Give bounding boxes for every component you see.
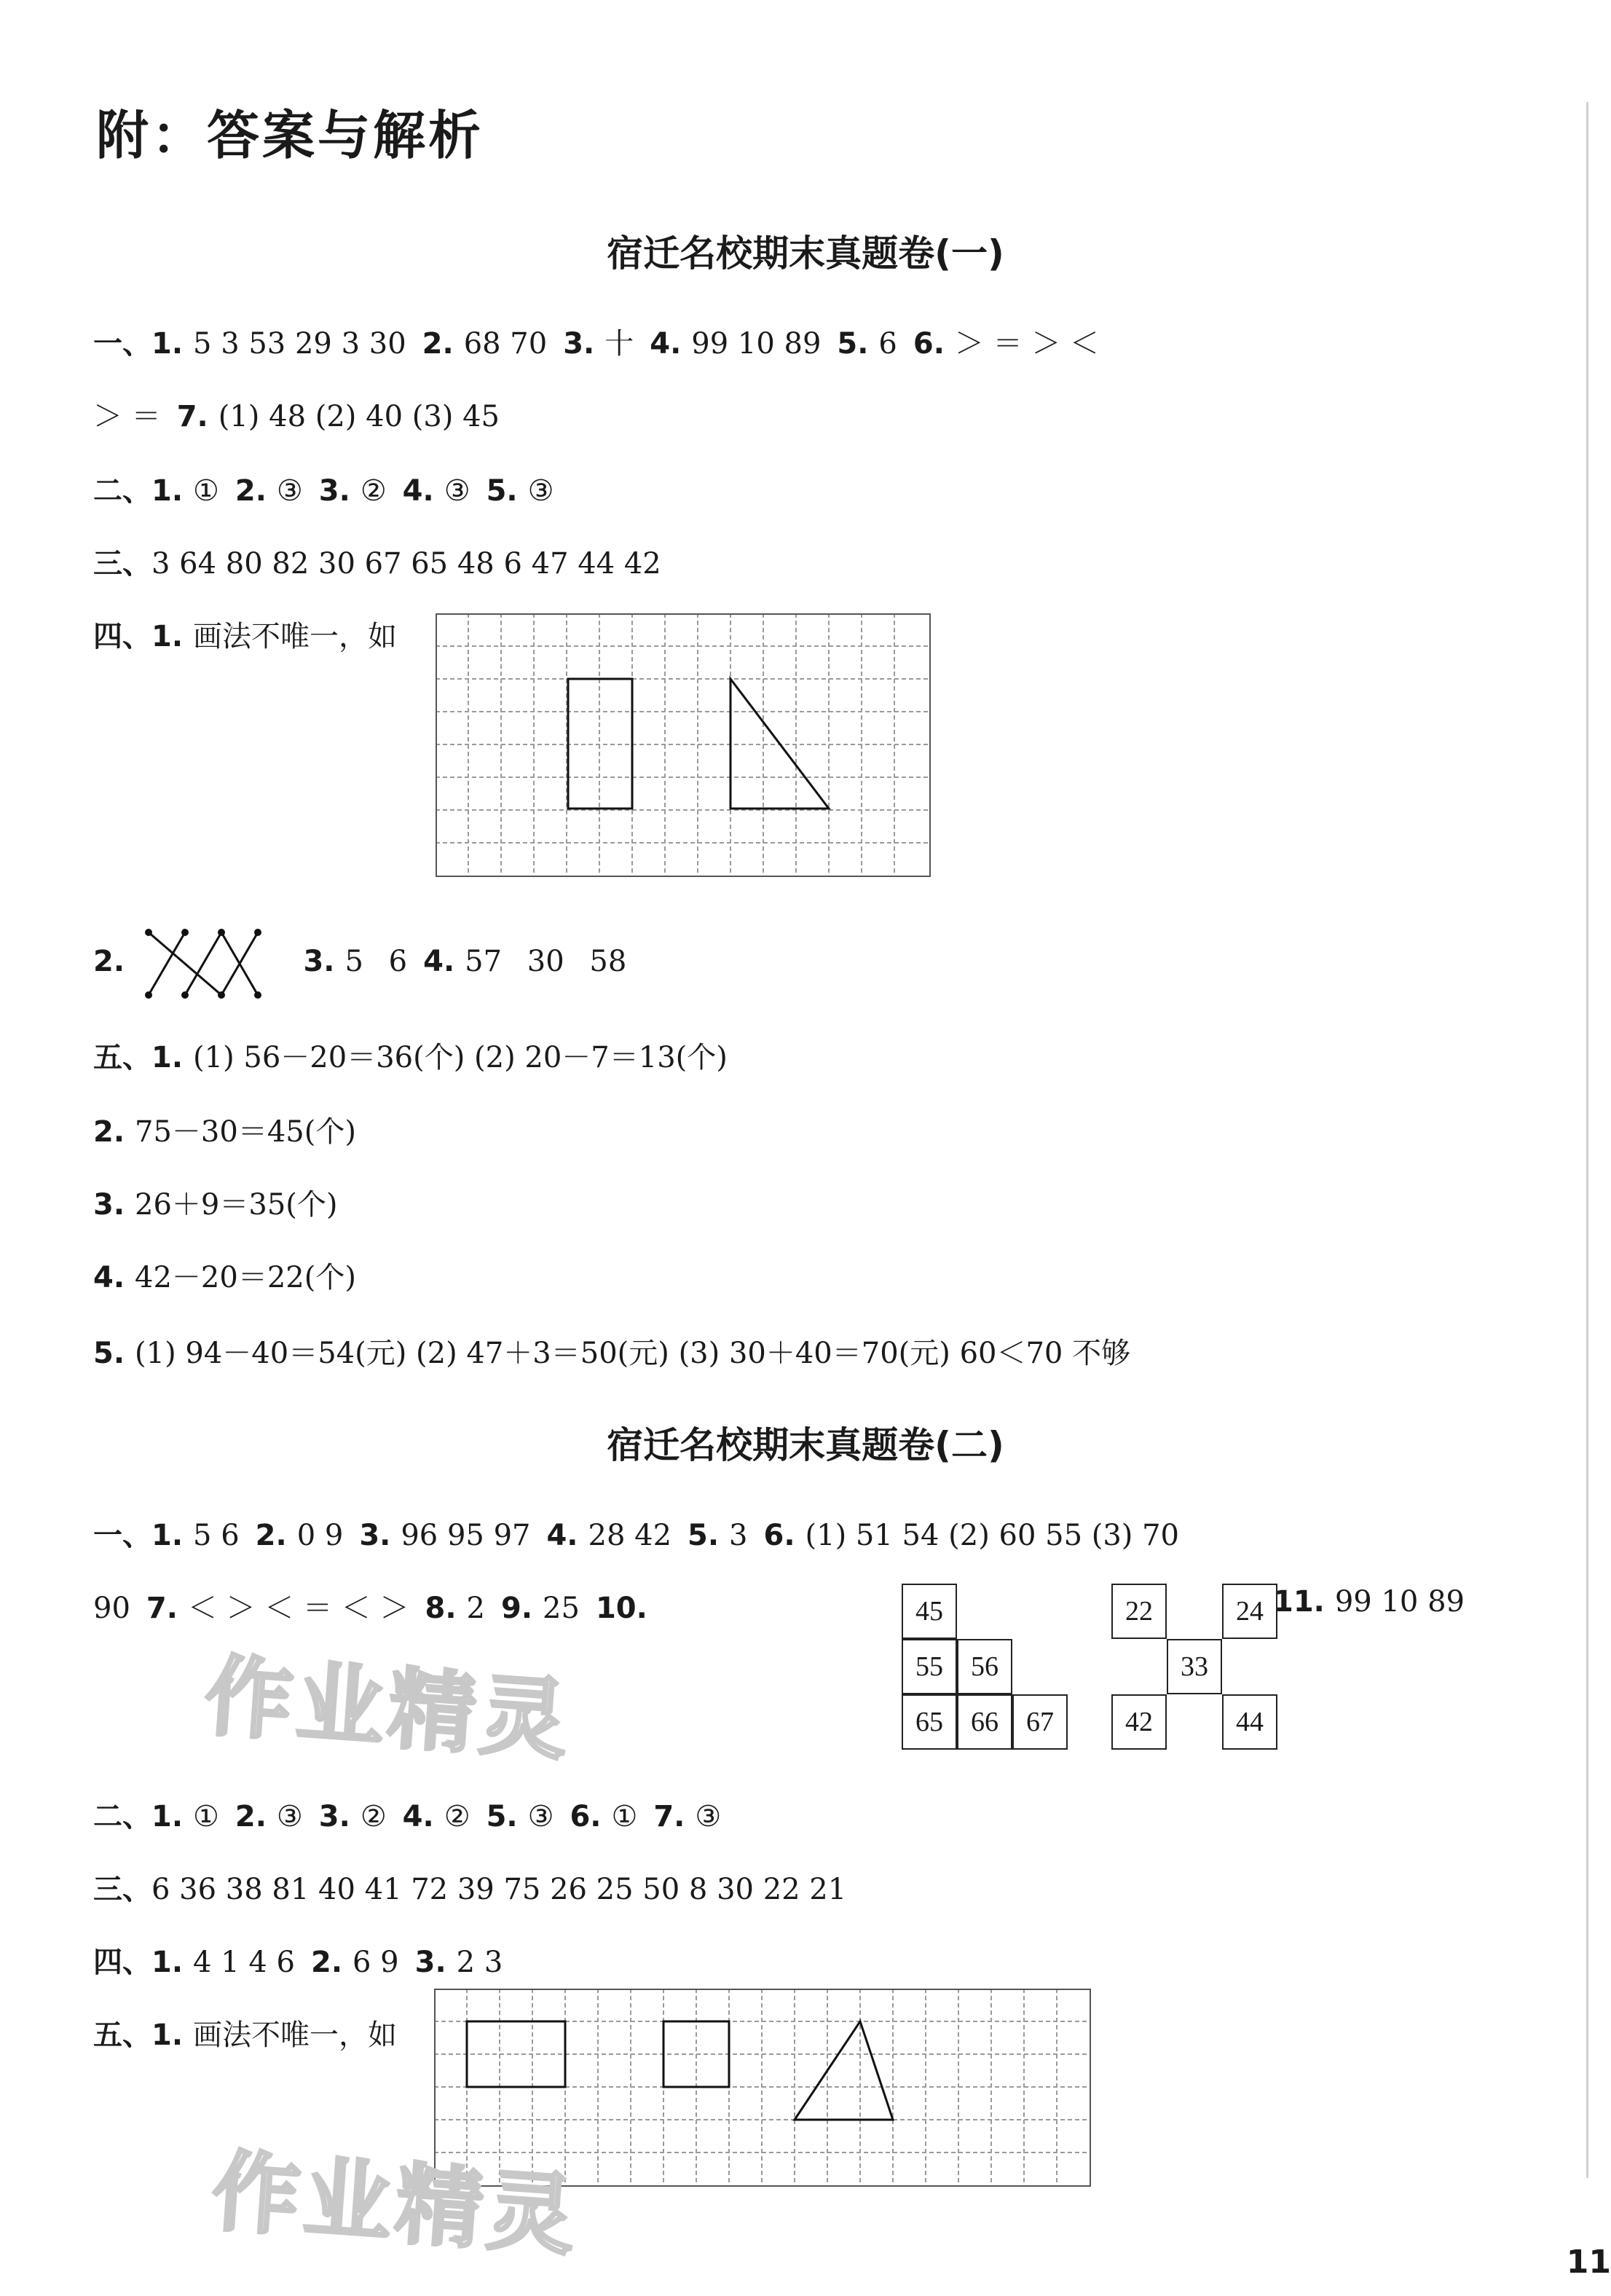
item-number: 9. bbox=[501, 1592, 533, 1625]
item-number: 5. bbox=[486, 474, 518, 508]
p1-s1-line2 bbox=[93, 393, 516, 435]
answer: 3 64 80 82 30 67 65 48 6 47 44 42 bbox=[151, 547, 661, 581]
p1-s5-item3 bbox=[93, 1182, 354, 1223]
item-number: 2. bbox=[235, 1800, 267, 1833]
grid-cell: 45 bbox=[902, 1584, 957, 1639]
p1-s5-item5 bbox=[93, 1330, 1146, 1372]
item-number: 3. bbox=[563, 327, 595, 361]
matching-lines-figure bbox=[141, 924, 287, 1004]
item-number: 11. bbox=[1273, 1585, 1325, 1619]
p2-s1-item11 bbox=[1273, 1585, 1481, 1619]
p1-s4 bbox=[93, 613, 413, 655]
item-number: 2. bbox=[422, 327, 454, 361]
grid-cell: 65 bbox=[902, 1694, 957, 1750]
answer: 2 3 bbox=[456, 1946, 503, 1979]
answer: ③ bbox=[527, 1800, 554, 1833]
answer: (1) 51 54 (2) 60 55 (3) 70 bbox=[805, 1519, 1180, 1552]
answer: 68 70 bbox=[463, 327, 548, 361]
answer: 2 bbox=[466, 1592, 485, 1625]
item-number: 四、1. bbox=[93, 620, 184, 653]
paper1-title: 宿迁名校期末真题卷(一) bbox=[607, 232, 1004, 275]
item-number: 四、1. bbox=[93, 1946, 184, 1979]
p1-s1-line1 bbox=[93, 321, 1115, 362]
item-number: 6. bbox=[913, 327, 945, 361]
watermark: 作业精灵 bbox=[209, 2141, 583, 2268]
answer: ③ bbox=[276, 474, 303, 508]
item-number: 3. bbox=[318, 474, 350, 508]
answer: ③ bbox=[695, 1800, 722, 1833]
item-number: 3. bbox=[414, 1946, 446, 1979]
item-number: 4. bbox=[93, 1261, 125, 1294]
item-number: 8. bbox=[425, 1592, 457, 1625]
answer: 6 9 bbox=[352, 1946, 399, 1979]
grid-cell: 67 bbox=[1012, 1694, 1068, 1750]
grid-cell: 56 bbox=[957, 1639, 1012, 1694]
answer: 25 bbox=[543, 1592, 580, 1625]
answer: 28 42 bbox=[588, 1519, 672, 1552]
item-number: 2. bbox=[93, 1115, 125, 1149]
answer: ＞ ＝ ＞ ＜ bbox=[954, 327, 1100, 361]
p2-s3 bbox=[93, 1866, 846, 1908]
grid-cell: 33 bbox=[1167, 1639, 1222, 1694]
answer: 96 95 97 bbox=[401, 1519, 531, 1552]
item-number: 4. bbox=[402, 474, 434, 508]
watermark: 作业精灵 bbox=[202, 1646, 575, 1773]
answer: ＜ ＞ ＜ ＝ ＜ ＞ bbox=[187, 1592, 409, 1625]
p2-s4 bbox=[93, 1939, 519, 1981]
item-number: 二、1. bbox=[93, 1800, 184, 1833]
item-number: 4. bbox=[546, 1519, 578, 1552]
answer: (1) 48 (2) 40 (3) 45 bbox=[218, 400, 500, 433]
p2-s2 bbox=[93, 1793, 737, 1835]
p1-s4-line2 bbox=[93, 924, 642, 1004]
p2-s1-line2 bbox=[93, 1585, 647, 1627]
grid-cell: 44 bbox=[1222, 1694, 1277, 1750]
answer: 99 10 89 bbox=[1334, 1585, 1465, 1619]
answer: ① bbox=[193, 1800, 219, 1833]
p2-s1-line1 bbox=[93, 1512, 1195, 1554]
item-number: 4. bbox=[423, 945, 455, 978]
paper2-title: 宿迁名校期末真题卷(二) bbox=[607, 1424, 1004, 1466]
grid-cell: 22 bbox=[1111, 1584, 1167, 1639]
answer: 75－30＝45(个) bbox=[135, 1115, 356, 1149]
item-number: 3. bbox=[359, 1519, 391, 1552]
note: 画法不唯一，如 bbox=[193, 620, 398, 653]
answer: ① bbox=[193, 474, 219, 508]
answer: 0 9 bbox=[296, 1519, 344, 1552]
grid-cell: 66 bbox=[957, 1694, 1012, 1750]
answer: 57 30 58 bbox=[465, 945, 627, 978]
triangle-shape bbox=[795, 2021, 893, 2120]
p1-s5-item2 bbox=[93, 1109, 372, 1150]
answer: 5 3 53 29 3 30 bbox=[193, 327, 406, 361]
item-number: 2. bbox=[255, 1519, 287, 1552]
item-number: 7. bbox=[653, 1800, 685, 1833]
item-number: 3. bbox=[303, 945, 335, 978]
item-number: 3. bbox=[318, 1800, 350, 1833]
p1-s5-item4 bbox=[93, 1254, 372, 1296]
p1-s2 bbox=[93, 468, 570, 509]
item-number: 2. bbox=[93, 945, 125, 978]
answer: ② bbox=[360, 1800, 387, 1833]
item-number: 五、1. bbox=[93, 1041, 184, 1074]
answer: ① bbox=[611, 1800, 638, 1833]
item-number: 5. bbox=[93, 1337, 125, 1370]
item-number: 5. bbox=[688, 1519, 720, 1552]
item-number: 三、 bbox=[93, 1873, 151, 1906]
item-number: 五、1. bbox=[93, 2018, 184, 2052]
answer: 99 10 89 bbox=[691, 327, 822, 361]
page-title: 附：答案与解析 bbox=[96, 105, 484, 166]
answer: (1) 56－20＝36(个) (2) 20－7＝13(个) bbox=[193, 1041, 728, 1074]
p1-s3 bbox=[93, 540, 661, 582]
answer: 90 bbox=[93, 1592, 130, 1625]
item-number: 三、 bbox=[93, 547, 151, 581]
answer: 十 bbox=[604, 327, 634, 361]
p2-s5 bbox=[93, 2012, 413, 2053]
item-number: 3. bbox=[93, 1188, 125, 1222]
item-number: 6. bbox=[570, 1800, 602, 1833]
item-number: 4. bbox=[402, 1800, 434, 1833]
answer: ③ bbox=[444, 474, 470, 508]
answer: ② bbox=[444, 1800, 470, 1833]
item-number: 5. bbox=[486, 1800, 518, 1833]
item-number: 2. bbox=[310, 1946, 343, 1979]
item-number: 7. bbox=[176, 400, 208, 433]
answer: 42－20＝22(个) bbox=[135, 1261, 356, 1294]
answer: ③ bbox=[527, 474, 554, 508]
answer: 6 bbox=[878, 327, 897, 361]
item-number: 6. bbox=[763, 1519, 795, 1552]
item-number: 7. bbox=[146, 1592, 178, 1625]
answer: ③ bbox=[276, 1800, 303, 1833]
note: 画法不唯一，如 bbox=[193, 2018, 398, 2052]
answer: 26＋9＝35(个) bbox=[135, 1188, 338, 1222]
answer: 4 1 4 6 bbox=[193, 1946, 295, 1979]
answer: 5 6 bbox=[344, 945, 408, 978]
item-number: 一、1. bbox=[93, 327, 184, 361]
margin-rule bbox=[1586, 102, 1588, 2178]
item-number: 4. bbox=[650, 327, 682, 361]
item-number: 2. bbox=[235, 474, 267, 508]
answer: (1) 94－40＝54(元) (2) 47＋3＝50(元) (3) 30＋40＝70(元) 60＜70 不够 bbox=[135, 1337, 1131, 1370]
drawing-grid-1 bbox=[436, 613, 931, 877]
grid-cell: 55 bbox=[902, 1639, 957, 1694]
page-number: 11 bbox=[1566, 2244, 1611, 2281]
answer: 5 6 bbox=[193, 1519, 240, 1552]
answer: 3 bbox=[729, 1519, 748, 1552]
p1-s5-item1 bbox=[93, 1034, 744, 1076]
item-number: 10. bbox=[595, 1592, 647, 1625]
answer: ＞ ＝ bbox=[93, 400, 161, 433]
item-number: 二、1. bbox=[93, 474, 184, 508]
answer: 6 36 38 81 40 41 72 39 75 26 25 50 8 30 22 21 bbox=[151, 1873, 847, 1906]
answer: ② bbox=[360, 474, 387, 508]
item-number: 5. bbox=[837, 327, 869, 361]
item-number: 一、1. bbox=[93, 1519, 184, 1552]
grid-cell: 42 bbox=[1111, 1694, 1167, 1750]
grid-cell: 24 bbox=[1222, 1584, 1277, 1639]
